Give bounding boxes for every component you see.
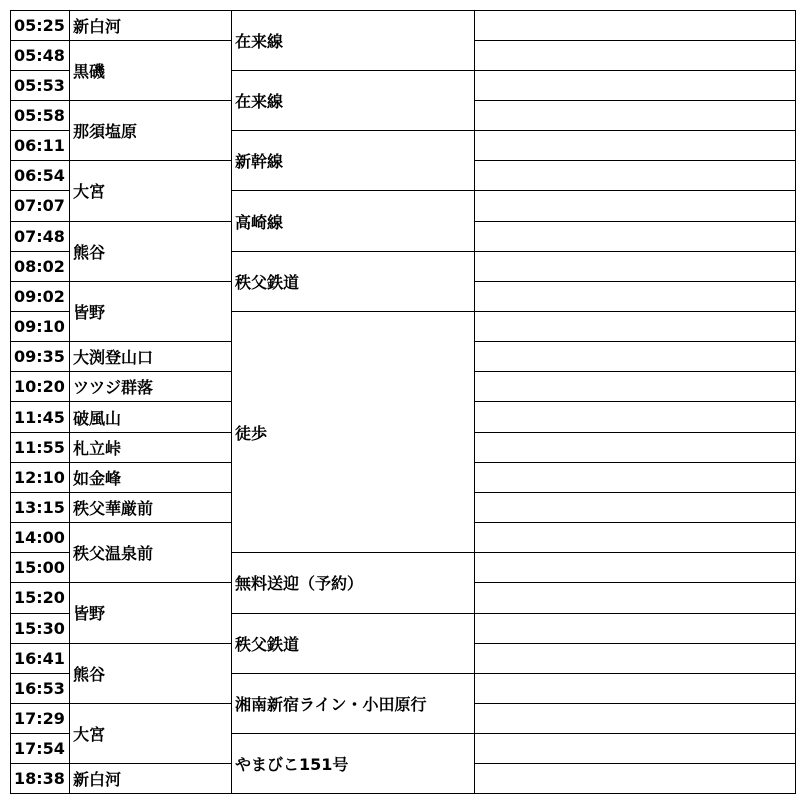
row-divider [10,462,69,463]
time-cell: 13:15 [14,497,65,517]
row-divider [474,401,795,402]
time-cell: 16:53 [14,678,65,698]
row-divider [474,251,795,252]
transit-divider [231,190,474,191]
row-divider [474,281,795,282]
place-divider [69,100,231,101]
place-cell: 秩父温泉前 [73,544,154,564]
row-divider [10,763,69,764]
time-cell: 05:25 [14,15,65,35]
time-cell: 05:53 [14,75,65,95]
row-divider [10,552,69,553]
row-divider [474,221,795,222]
time-cell: 14:00 [14,528,65,548]
row-divider [474,582,795,583]
transit-divider [231,10,474,11]
place-divider [69,160,231,161]
row-divider [474,40,795,41]
time-cell: 07:07 [14,196,65,216]
row-divider [10,733,69,734]
place-divider [69,763,231,764]
row-divider [474,311,795,312]
place-divider [69,221,231,222]
transit-divider [231,733,474,734]
row-divider [474,432,795,433]
place-cell: 熊谷 [73,664,106,684]
row-divider [474,552,795,553]
row-divider [10,281,69,282]
row-divider [10,673,69,674]
transit-cell: やまびこ151号 [235,755,349,775]
time-cell: 09:10 [14,317,65,337]
row-divider [474,733,795,734]
transit-cell: 無料送迎（予約） [235,574,364,594]
column-divider [474,10,475,795]
row-divider [10,190,69,191]
row-divider [474,10,795,11]
place-cell: 破風山 [73,408,122,428]
place-divider [69,371,231,372]
place-cell: 秩父華厳前 [73,498,154,518]
row-divider [474,492,795,493]
row-divider [474,763,795,764]
row-divider [474,673,795,674]
place-divider [69,522,231,523]
row-divider [474,793,795,794]
row-divider [10,613,69,614]
time-cell: 09:02 [14,286,65,306]
row-divider [10,492,69,493]
place-divider [69,281,231,282]
row-divider [10,432,69,433]
place-cell: 大渕登山口 [73,348,154,368]
row-divider [474,70,795,71]
place-divider [69,703,231,704]
transit-cell: 在来線 [235,91,284,111]
transit-cell: 湘南新宿ライン・小田原行 [235,694,427,714]
row-divider [10,130,69,131]
transit-divider [231,311,474,312]
time-cell: 18:38 [14,769,65,789]
time-cell: 15:30 [14,618,65,638]
transit-cell: 在来線 [235,31,284,51]
time-cell: 10:20 [14,377,65,397]
place-divider [69,40,231,41]
time-cell: 07:48 [14,226,65,246]
time-cell: 08:02 [14,256,65,276]
row-divider [10,251,69,252]
place-cell: 那須塩原 [73,122,138,142]
transit-cell: 高崎線 [235,212,284,232]
time-cell: 05:58 [14,106,65,125]
place-divider [69,432,231,433]
time-cell: 06:11 [14,136,65,156]
row-divider [10,793,69,794]
row-divider [474,130,795,131]
row-divider [10,40,69,41]
transit-cell: 徒歩 [235,423,268,443]
row-divider [10,311,69,312]
time-cell: 06:54 [14,166,65,186]
row-divider [10,703,69,704]
time-cell: 11:45 [14,407,65,427]
row-divider [10,160,69,161]
time-cell: 15:00 [14,558,65,578]
time-cell: 17:54 [14,739,65,759]
place-divider [69,462,231,463]
place-divider [69,401,231,402]
transit-divider [231,673,474,674]
row-divider [474,100,795,101]
place-cell: 皆野 [73,302,106,322]
place-divider [69,341,231,342]
place-cell: 大宮 [73,725,106,745]
place-cell: 熊谷 [73,242,106,262]
time-cell: 16:41 [14,648,65,668]
place-cell: 黒磯 [73,61,106,81]
column-divider [795,10,796,795]
row-divider [10,582,69,583]
transit-divider [231,793,474,794]
row-divider [474,371,795,372]
row-divider [474,643,795,644]
transit-cell: 秩父鉄道 [235,634,300,654]
row-divider [10,10,69,11]
transit-divider [231,70,474,71]
column-divider [69,10,70,795]
row-divider [474,703,795,704]
column-divider [231,10,232,795]
time-cell: 15:20 [14,588,65,608]
place-cell: ツツジ群落 [73,378,154,398]
row-divider [474,613,795,614]
time-cell: 05:48 [14,45,65,65]
place-cell: 如金峰 [73,468,122,488]
time-cell: 09:35 [14,347,65,367]
transit-divider [231,130,474,131]
transit-divider [231,552,474,553]
transit-divider [231,251,474,252]
place-divider [69,492,231,493]
place-divider [69,643,231,644]
row-divider [474,341,795,342]
transit-divider [231,613,474,614]
row-divider [10,70,69,71]
time-cell: 12:10 [14,467,65,487]
place-divider [69,582,231,583]
row-divider [10,401,69,402]
row-divider [10,221,69,222]
place-cell: 新白河 [73,770,122,790]
place-divider [69,793,231,794]
row-divider [10,371,69,372]
row-divider [474,522,795,523]
place-cell: 新白河 [73,16,122,36]
place-cell: 大宮 [73,182,106,202]
transit-cell: 秩父鉄道 [235,272,300,292]
place-cell: 皆野 [73,604,106,624]
row-divider [474,160,795,161]
row-divider [10,341,69,342]
transit-cell: 新幹線 [235,152,284,172]
row-divider [474,190,795,191]
place-cell: 札立峠 [73,438,122,458]
row-divider [10,643,69,644]
place-divider [69,10,231,11]
column-divider [10,10,11,795]
row-divider [10,100,69,101]
row-divider [474,462,795,463]
time-cell: 11:55 [14,437,65,457]
time-cell: 17:29 [14,709,65,728]
row-divider [10,522,69,523]
